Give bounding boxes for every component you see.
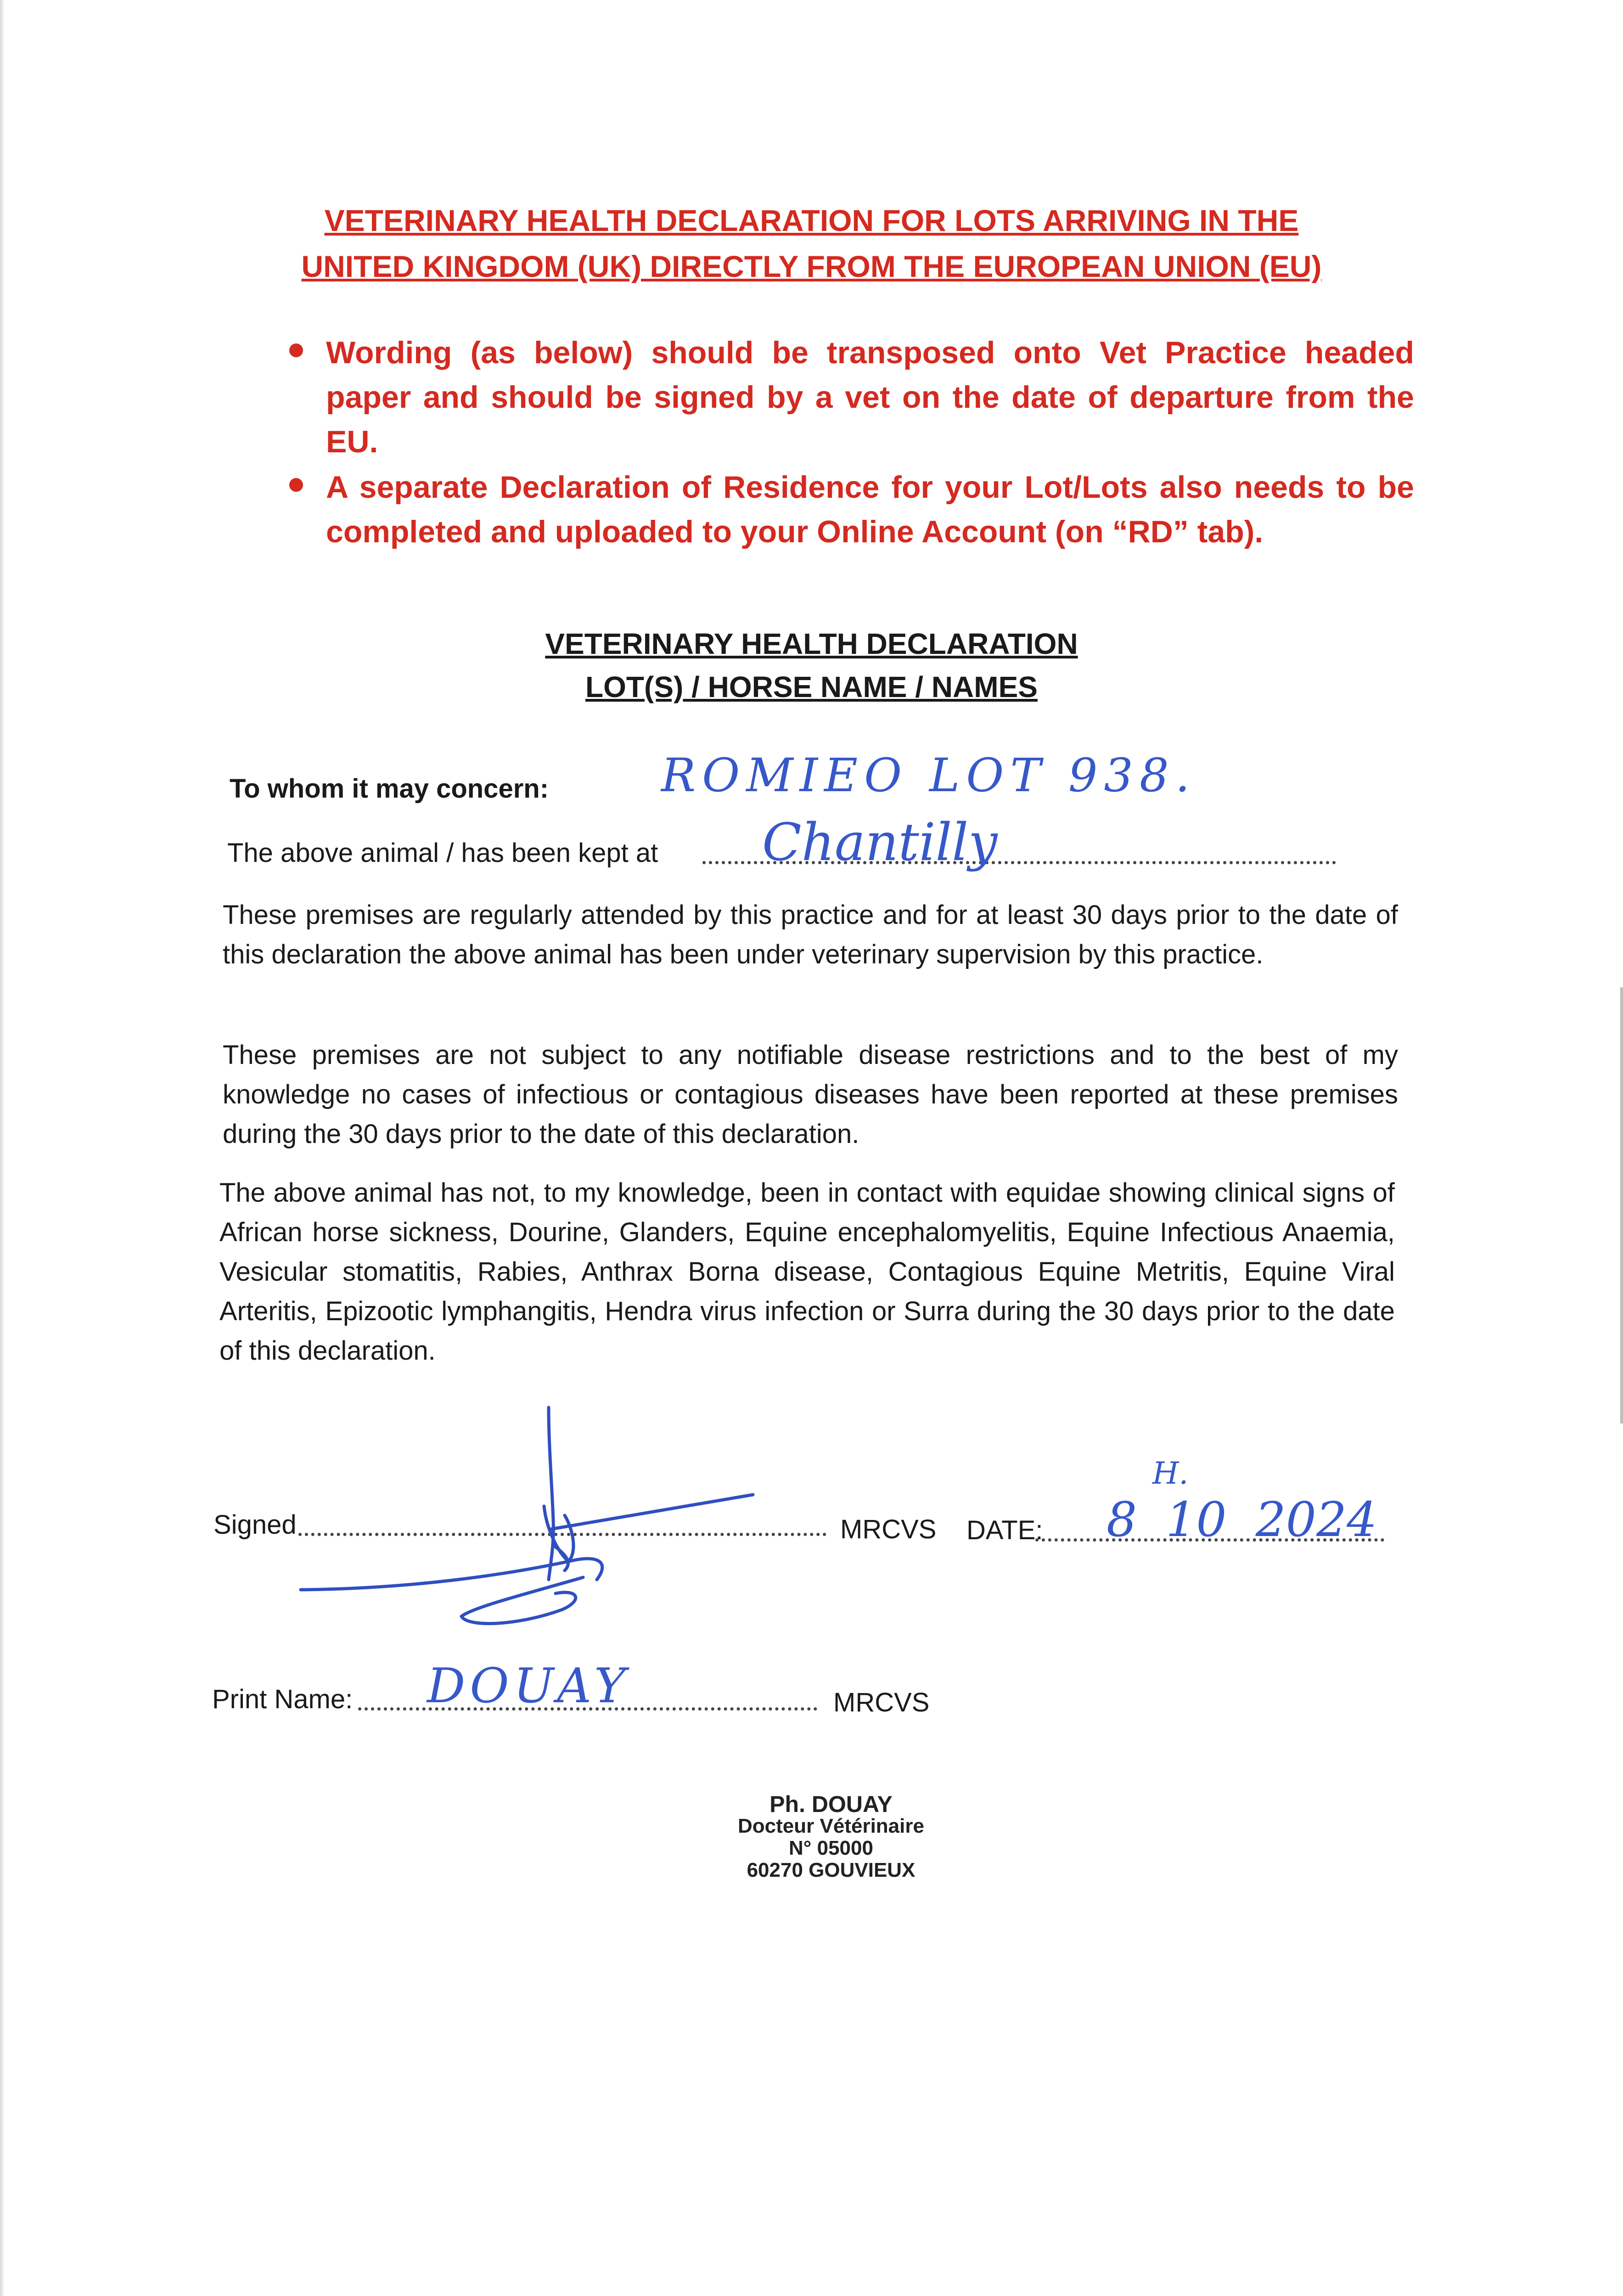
title-line-2: UNITED KINGDOM (UK) DIRECTLY FROM THE EUROPEAN UNION (EU) bbox=[301, 249, 1322, 283]
veterinary-stamp bbox=[716, 1793, 946, 1881]
print-name-label: Print Name: bbox=[212, 1684, 353, 1714]
title-line-1: VETERINARY HEALTH DECLARATION FOR LOTS ARRIVING IN THE bbox=[324, 203, 1299, 237]
paragraph-restrictions: These premises are not subject to any notifiable disease restrictions and to the best of my knowledge no cases of infectious or contagious diseases have been reported at these premises during the 30 days prior to the date of this declaration. bbox=[223, 1040, 1398, 1149]
date-label: DATE: bbox=[966, 1515, 1043, 1545]
stamp-number: N° 05000 bbox=[789, 1837, 873, 1859]
handwritten-lot: ROMIEO LOT 938. bbox=[661, 748, 1196, 802]
mrcvs-label-2: MRCVS bbox=[833, 1688, 930, 1717]
signed-label: Signed bbox=[213, 1510, 297, 1540]
paragraph-contact: The above animal has not, to my knowledge, been in contact with equidae showing clinical signs of African horse sickness, Dourine, Glanders, Equine encephalomyelitis, Equine Infectious Anaemia, Vesicular stomatitis, Rabies, Anthrax Borna disease, Contagious Equine Metritis, Equine Viral Arteritis, Epizootic lymphangitis, Hendra virus infection or Surra during the 30 days prior to the date of this declaration. bbox=[219, 1178, 1395, 1366]
declaration-heading-line-1: VETERINARY HEALTH DECLARATION bbox=[545, 627, 1078, 660]
handwritten-place: Chantilly bbox=[762, 813, 998, 872]
instruction-text: A separate Declaration of Residence for your Lot/Lots also needs to be completed and uploaded to your Online Account (on “RD” tab). bbox=[326, 470, 1414, 549]
instruction-text: Wording (as below) should be transposed onto Vet Practice headed paper and should be signed by a vet on the date of departure from the EU. bbox=[326, 335, 1414, 459]
handwritten-name: DOUAY bbox=[427, 1658, 630, 1714]
stamp-name: Ph. DOUAY bbox=[769, 1791, 893, 1817]
stamp-address: 60270 GOUVIEUX bbox=[747, 1859, 915, 1881]
paragraph-supervision: These premises are regularly attended by this practice and for at least 30 days prior to the date of this declaration the above animal has been under veterinary supervision by this practice. bbox=[223, 900, 1398, 969]
kept-at-label: The above animal / has been kept at bbox=[227, 838, 658, 868]
handwritten-date: 8 10 2024 bbox=[1106, 1491, 1377, 1548]
mrcvs-label: MRCVS bbox=[840, 1514, 937, 1544]
declaration-heading-line-2: LOT(S) / HORSE NAME / NAMES bbox=[585, 670, 1038, 703]
salutation: To whom it may concern: bbox=[230, 774, 549, 804]
stamp-title: Docteur Vétérinaire bbox=[738, 1815, 924, 1837]
handwritten-date-superscript: H. bbox=[1152, 1456, 1189, 1491]
